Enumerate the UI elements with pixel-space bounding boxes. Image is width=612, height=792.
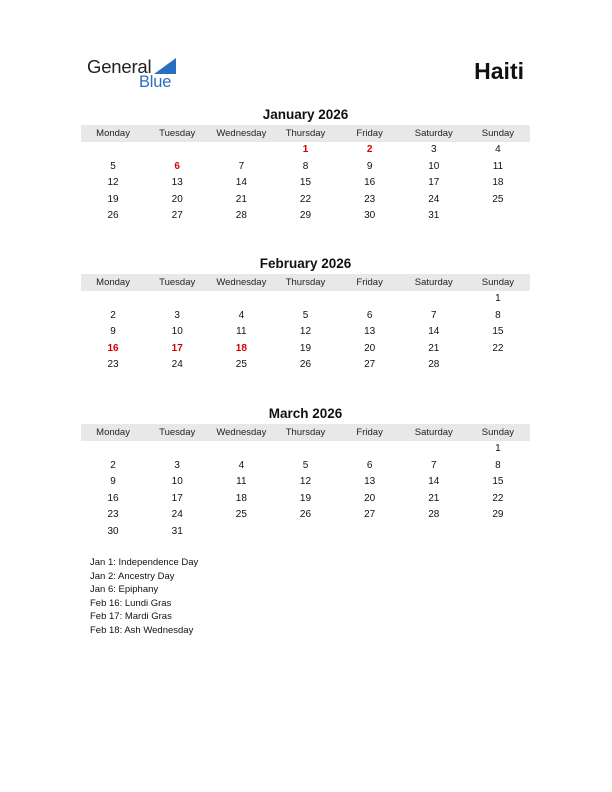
week-row bbox=[81, 491, 530, 508]
week-row bbox=[81, 441, 530, 458]
weekday-label: Friday bbox=[356, 128, 383, 139]
day-cell: 28 bbox=[235, 210, 247, 222]
month-title: February 2026 bbox=[259, 256, 352, 271]
day-cell: 8 bbox=[495, 309, 501, 321]
day-cell: 4 bbox=[238, 309, 245, 321]
month-title: January 2026 bbox=[262, 107, 349, 122]
day-cell: 17 bbox=[428, 177, 440, 189]
day-cell: 5 bbox=[110, 160, 116, 172]
month-calendar-february bbox=[81, 255, 530, 374]
weekday-label: Saturday bbox=[414, 427, 453, 438]
empty-day-cell bbox=[338, 291, 402, 308]
day-cell: 23 bbox=[107, 509, 119, 521]
holiday-day-cell: 17 bbox=[171, 342, 183, 354]
empty-day-cell bbox=[338, 524, 402, 541]
day-cell: 5 bbox=[302, 309, 309, 321]
week-row bbox=[81, 142, 530, 159]
holiday-day-cell: 18 bbox=[235, 342, 247, 354]
day-cell: 23 bbox=[364, 193, 376, 205]
empty-day-cell bbox=[402, 441, 466, 458]
day-cell: 14 bbox=[428, 476, 440, 488]
weekday-label: Monday bbox=[96, 128, 130, 139]
month-calendar-january bbox=[81, 106, 530, 225]
day-cell: 31 bbox=[171, 525, 183, 537]
weekday-header-row bbox=[81, 125, 530, 142]
weekday-label: Tuesday bbox=[159, 427, 196, 438]
empty-day-cell bbox=[466, 357, 530, 374]
week-row bbox=[81, 291, 530, 308]
day-cell: 6 bbox=[366, 309, 373, 321]
day-cell: 3 bbox=[174, 459, 180, 471]
weekday-label: Saturday bbox=[414, 128, 453, 139]
day-cell: 13 bbox=[171, 177, 183, 189]
day-cell: 8 bbox=[302, 160, 309, 172]
week-row bbox=[81, 175, 530, 192]
day-cell: 22 bbox=[492, 342, 504, 354]
weekday-label: Thursday bbox=[285, 427, 326, 438]
empty-day-cell bbox=[402, 524, 466, 541]
empty-day-cell bbox=[209, 142, 273, 159]
day-cell: 27 bbox=[171, 210, 183, 222]
day-cell: 4 bbox=[495, 144, 501, 155]
day-cell: 29 bbox=[492, 509, 504, 521]
empty-day-cell bbox=[209, 524, 273, 541]
day-cell: 25 bbox=[492, 193, 504, 205]
day-cell: 24 bbox=[171, 359, 183, 371]
holiday-list-item: Feb 18: Ash Wednesday bbox=[90, 624, 194, 636]
weekday-label: Saturday bbox=[414, 277, 453, 288]
day-cell: 13 bbox=[364, 326, 376, 338]
day-cell: 4 bbox=[238, 459, 245, 471]
weekday-label: Friday bbox=[356, 277, 383, 288]
holiday-list-item: Jan 2: Ancestry Day bbox=[90, 570, 175, 582]
week-row bbox=[81, 507, 530, 524]
day-cell: 20 bbox=[364, 342, 376, 354]
day-cell: 15 bbox=[492, 326, 504, 338]
week-row bbox=[81, 458, 530, 475]
day-cell: 21 bbox=[235, 193, 247, 205]
day-cell: 10 bbox=[171, 326, 183, 338]
day-cell: 12 bbox=[107, 177, 119, 189]
day-cell: 19 bbox=[299, 492, 312, 504]
day-cell: 30 bbox=[107, 525, 119, 537]
week-row bbox=[81, 474, 530, 491]
day-cell: 20 bbox=[364, 492, 376, 504]
day-cell: 7 bbox=[238, 160, 245, 172]
day-cell: 3 bbox=[430, 144, 437, 155]
weekday-label: Wednesday bbox=[216, 427, 267, 438]
week-row bbox=[81, 192, 530, 209]
day-cell: 18 bbox=[492, 177, 504, 189]
week-row bbox=[81, 524, 530, 541]
holiday-list bbox=[90, 556, 198, 638]
day-cell: 18 bbox=[235, 492, 247, 504]
holiday-day-cell: 2 bbox=[366, 144, 373, 155]
empty-day-cell bbox=[273, 441, 337, 458]
brand-name-blue: Blue bbox=[139, 73, 172, 91]
weekday-label: Sunday bbox=[481, 427, 515, 438]
day-cell: 16 bbox=[107, 492, 119, 504]
day-cell: 12 bbox=[299, 326, 312, 338]
weekday-header-row bbox=[81, 424, 530, 441]
day-cell: 8 bbox=[495, 459, 501, 471]
month-calendar-march bbox=[81, 405, 530, 541]
weekday-header-row bbox=[81, 274, 530, 291]
empty-day-cell bbox=[209, 441, 273, 458]
day-cell: 21 bbox=[428, 492, 440, 504]
brand-triangle-icon bbox=[154, 58, 176, 74]
week-row bbox=[81, 357, 530, 374]
day-cell: 2 bbox=[110, 309, 116, 321]
day-cell: 30 bbox=[364, 210, 376, 222]
day-cell: 11 bbox=[236, 476, 247, 488]
weekday-label: Monday bbox=[96, 277, 130, 288]
week-row bbox=[81, 159, 530, 176]
weekday-label: Wednesday bbox=[216, 277, 267, 288]
day-cell: 24 bbox=[171, 509, 183, 521]
day-cell: 19 bbox=[107, 193, 119, 205]
day-cell: 26 bbox=[299, 359, 312, 371]
holiday-day-cell: 6 bbox=[174, 160, 180, 172]
holiday-list-item: Jan 1: Independence Day bbox=[90, 557, 199, 568]
day-cell: 28 bbox=[428, 359, 440, 371]
weekday-label: Thursday bbox=[285, 128, 326, 139]
day-cell: 16 bbox=[364, 177, 376, 189]
empty-day-cell bbox=[466, 524, 530, 541]
empty-day-cell bbox=[466, 208, 530, 225]
weekday-label: Thursday bbox=[285, 277, 326, 288]
day-cell: 20 bbox=[171, 193, 183, 205]
weekday-label: Monday bbox=[96, 427, 130, 438]
day-cell: 7 bbox=[430, 309, 437, 321]
brand-name-general: General bbox=[87, 56, 152, 77]
day-cell: 12 bbox=[299, 476, 312, 488]
day-cell: 26 bbox=[299, 509, 312, 521]
day-cell: 14 bbox=[428, 326, 440, 338]
holiday-day-cell: 1 bbox=[302, 144, 309, 155]
day-cell: 29 bbox=[299, 210, 312, 222]
day-cell: 11 bbox=[492, 160, 504, 172]
day-cell: 17 bbox=[171, 492, 183, 504]
empty-day-cell bbox=[81, 142, 145, 159]
weekday-label: Sunday bbox=[481, 277, 515, 288]
brand-logo bbox=[87, 56, 187, 92]
weekday-label: Sunday bbox=[481, 128, 515, 139]
day-cell: 11 bbox=[236, 326, 247, 338]
week-row bbox=[81, 341, 530, 358]
month-title: March 2026 bbox=[268, 406, 343, 421]
day-cell: 22 bbox=[492, 492, 504, 504]
day-cell: 7 bbox=[430, 459, 437, 471]
day-cell: 13 bbox=[364, 476, 376, 488]
holiday-list-item: Feb 16: Lundi Gras bbox=[90, 597, 172, 609]
week-row bbox=[81, 208, 530, 225]
week-row bbox=[81, 308, 530, 325]
empty-day-cell bbox=[145, 142, 209, 159]
day-cell: 2 bbox=[110, 459, 116, 471]
day-cell: 15 bbox=[492, 476, 504, 488]
empty-day-cell bbox=[273, 291, 337, 308]
holiday-list-item: Jan 6: Epiphany bbox=[90, 584, 159, 596]
day-cell: 10 bbox=[171, 476, 183, 488]
day-cell: 21 bbox=[428, 342, 440, 354]
empty-day-cell bbox=[145, 441, 209, 458]
day-cell: 14 bbox=[235, 177, 247, 189]
empty-day-cell bbox=[338, 441, 402, 458]
holiday-list-item: Feb 17: Mardi Gras bbox=[90, 611, 172, 623]
day-cell: 27 bbox=[364, 359, 376, 371]
empty-day-cell bbox=[81, 441, 145, 458]
weekday-label: Tuesday bbox=[159, 128, 196, 139]
country-title: Haiti bbox=[474, 58, 524, 84]
empty-day-cell bbox=[273, 524, 337, 541]
day-cell: 3 bbox=[174, 309, 180, 321]
empty-day-cell bbox=[81, 291, 145, 308]
day-cell: 23 bbox=[107, 359, 119, 371]
day-cell: 25 bbox=[235, 509, 247, 521]
day-cell: 1 bbox=[495, 293, 501, 304]
day-cell: 5 bbox=[302, 459, 309, 471]
day-cell: 25 bbox=[235, 359, 247, 371]
weekday-label: Friday bbox=[356, 427, 383, 438]
day-cell: 31 bbox=[428, 210, 440, 222]
day-cell: 27 bbox=[364, 509, 376, 521]
day-cell: 22 bbox=[299, 193, 312, 205]
day-cell: 26 bbox=[107, 210, 119, 222]
weekday-label: Wednesday bbox=[216, 128, 267, 139]
day-cell: 6 bbox=[366, 459, 373, 471]
day-cell: 9 bbox=[366, 160, 373, 172]
empty-day-cell bbox=[209, 291, 273, 308]
day-cell: 1 bbox=[495, 443, 501, 454]
day-cell: 9 bbox=[110, 476, 116, 488]
empty-day-cell bbox=[402, 291, 466, 308]
empty-day-cell bbox=[145, 291, 209, 308]
day-cell: 10 bbox=[428, 160, 440, 172]
day-cell: 15 bbox=[299, 177, 312, 189]
day-cell: 9 bbox=[110, 326, 116, 338]
week-row bbox=[81, 324, 530, 341]
day-cell: 24 bbox=[428, 193, 440, 205]
weekday-label: Tuesday bbox=[159, 277, 196, 288]
day-cell: 28 bbox=[428, 509, 440, 521]
day-cell: 19 bbox=[299, 342, 312, 354]
holiday-day-cell: 16 bbox=[107, 342, 119, 354]
